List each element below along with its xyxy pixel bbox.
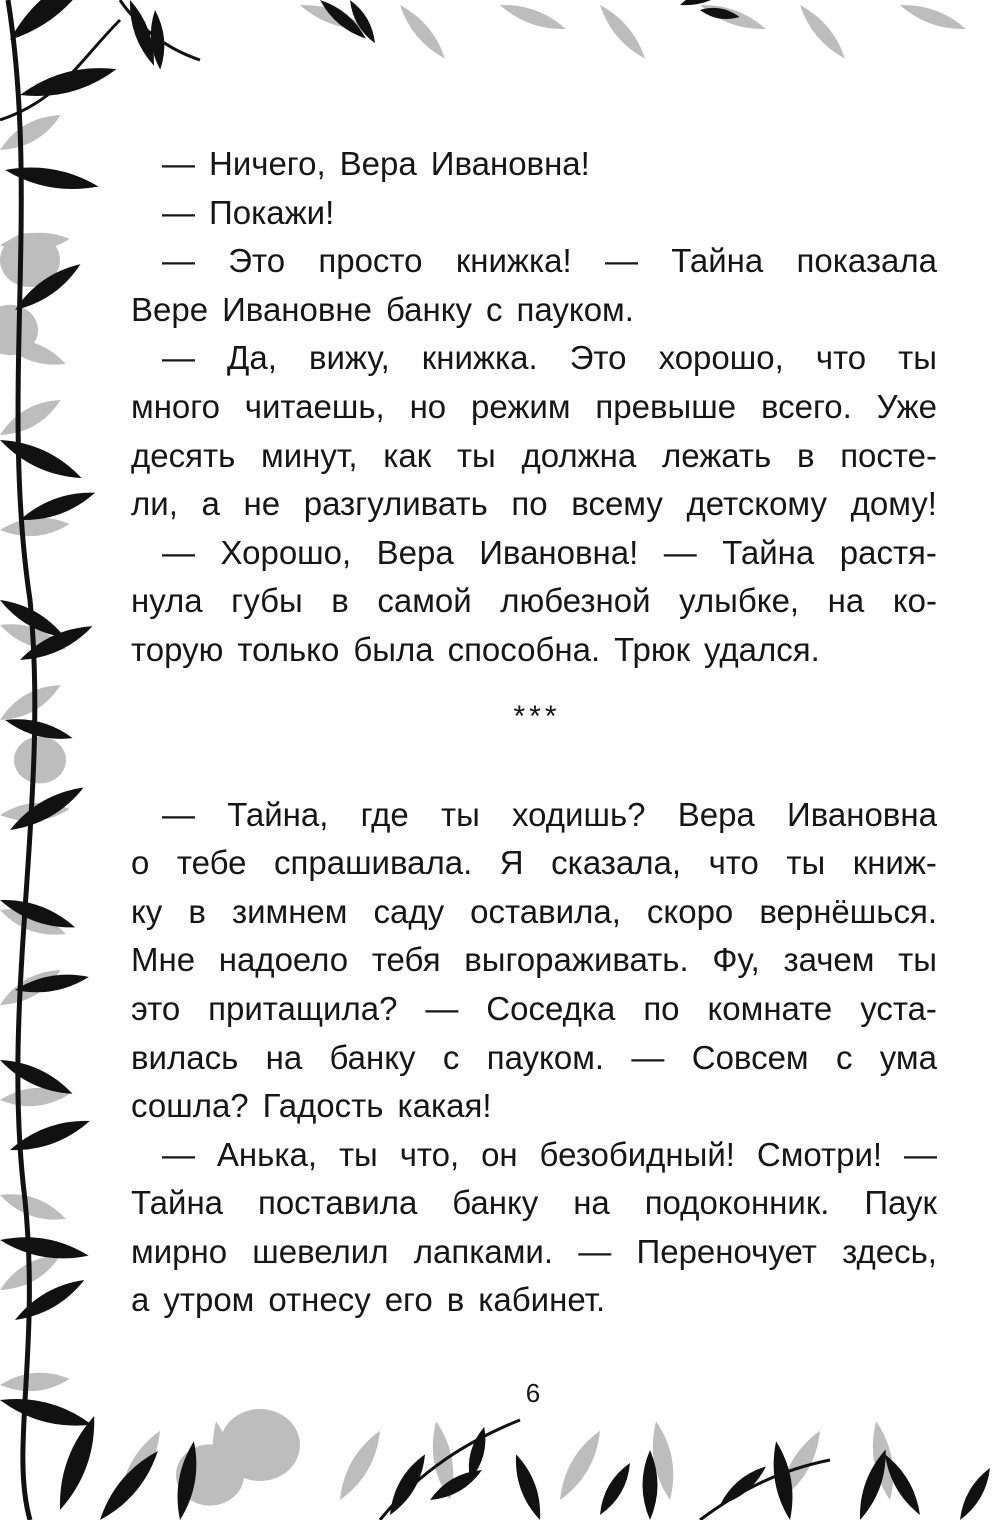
word: по [643,989,680,1027]
word: а [201,485,220,523]
text-line [131,286,937,335]
gray-leaf [395,1,451,64]
word: — [162,193,195,231]
word: ты [898,339,937,377]
text-block-before-separator [131,140,937,675]
word: хорошо, [658,339,784,377]
apple-shape [14,737,66,784]
word: кабинет. [478,1281,606,1319]
text-line [131,383,937,432]
word: на [265,1038,303,1076]
gray-leaf [498,0,569,36]
page-number: 6 [525,1378,541,1408]
word: книжка. [421,339,538,377]
page-body-text [131,140,937,1325]
word: — [162,339,195,377]
text-line [131,140,937,189]
word: показала [796,242,937,280]
word: Смотри! [756,1135,883,1173]
word: Тайна [722,533,815,571]
word: сказала, [551,844,682,882]
word: — [162,795,195,833]
word: режим [471,387,571,425]
word: Вере [131,290,209,328]
word: Соседка [486,989,616,1027]
word: банку [452,1184,539,1222]
word: лежать [661,436,772,474]
word: Переночует [636,1232,817,1270]
word: посте- [840,436,937,474]
gray-leaf [0,1187,69,1228]
word: о [131,844,150,882]
word: — [162,242,195,280]
word: пауком. [486,1038,605,1076]
word: просто [318,242,423,280]
word: была [353,630,434,668]
word: вижу, [308,339,390,377]
gray-leaf [0,107,65,158]
word: его [384,1281,433,1319]
word: Покажи! [209,193,335,231]
text-line [131,1276,937,1325]
word: — [578,1232,612,1270]
dark-leaf [954,1465,995,1520]
word: Ивановна [787,795,937,833]
gray-leaf [332,1426,388,1504]
gray-leaf [595,1,651,64]
word: шевелил [252,1232,389,1270]
text-line [131,432,937,481]
word: ты [898,941,937,979]
text-line [131,1131,937,1180]
word: ума [879,1038,937,1076]
word: лапками. [413,1232,554,1270]
word: надоело [218,941,349,979]
word: самой [377,582,472,620]
word: саду [373,892,445,930]
word: спрашивала. [274,844,473,882]
word: торую [131,630,224,668]
word: в [796,436,815,474]
gray-leaf [552,1426,608,1504]
word: с [442,1038,460,1076]
text-line [131,480,937,529]
word: не [243,485,281,523]
word: — [162,145,195,182]
word: детскому [686,485,827,523]
word: банку [386,290,473,328]
text-line [131,1228,937,1277]
word: превыше [595,387,737,425]
word: — [425,989,459,1027]
dark-leaf [716,1461,770,1510]
word: ку [131,892,163,930]
word: — [162,533,195,571]
text-line [131,577,937,626]
word: должна [521,436,637,474]
word: много [131,387,220,425]
word: минут, [261,436,358,474]
word: — [604,242,638,280]
word: ходишь? [512,795,646,833]
word: но [409,387,447,425]
word: Уже [876,387,937,425]
text-line [131,237,937,286]
word: скоро [646,892,734,930]
word: Анька, [216,1135,318,1173]
text-line [131,189,937,238]
text-line [131,888,937,937]
text-block-after-separator [131,791,937,1326]
word: отнесу [268,1281,371,1319]
word: что [708,844,759,882]
word: вернёшься. [759,892,937,930]
word: Трюк [614,630,691,668]
word: дому! [850,485,937,523]
word: на [827,582,865,620]
word: в [331,582,349,620]
word: читаешь, [244,387,385,425]
text-line [131,1082,937,1131]
word: по [511,485,548,523]
word: Да, [227,339,277,377]
text-line [131,791,937,840]
word: ко- [892,582,937,620]
word: Вера [677,795,755,833]
gray-leaf [0,392,65,443]
word: Ничего, [209,145,326,182]
word: в [188,892,206,930]
word: где [360,795,409,833]
word: пауком. [516,290,634,328]
dark-leaf [3,0,101,48]
word: Мне [131,941,196,979]
word: всего. [760,387,852,425]
word: Хорошо, [220,533,352,571]
word: он [481,1135,518,1173]
word: ты [441,795,480,833]
word: — [663,533,697,571]
text-line [131,1034,937,1083]
text-line [131,936,937,985]
dark-leaf [594,1460,636,1519]
word: любезной [500,582,651,620]
word: Тайна, [227,795,329,833]
dark-leaf [509,1452,547,1520]
word: нула [131,582,203,620]
word: с [835,1038,853,1076]
word: а [131,1281,150,1319]
word: всему [571,485,663,523]
text-line [131,839,937,888]
word: ли, [131,485,178,523]
word: тебя [371,941,441,979]
word: вилась [131,1038,239,1076]
word: притащила? [208,989,398,1027]
word: Совсем [691,1038,809,1076]
word: ты [338,1135,378,1173]
word: Ивановна! [430,145,590,182]
word: мирно [131,1232,228,1270]
text-line [131,985,937,1034]
word: Тайна [671,242,764,280]
word: — [631,1038,665,1076]
dark-leaf [17,59,119,104]
text-line [131,529,937,578]
word: это [131,989,181,1027]
word: разгуливать [303,485,488,523]
word: Ивановна! [479,533,639,571]
word: Это [569,339,627,377]
word: улыбке, [679,582,800,620]
word: Я [499,844,524,882]
text-line [131,626,937,675]
word: поставила [257,1184,418,1222]
word: подоконник. [644,1184,830,1222]
word: Паук [864,1184,937,1222]
word: безобидный! [539,1135,735,1173]
word: книжка! [455,242,572,280]
text-line [131,334,937,383]
word: зимнем [231,892,348,930]
word: губы [231,582,303,620]
word: десять [131,436,236,474]
word: ты [786,844,826,882]
dark-leaf [93,1445,165,1520]
word: способна. [447,630,601,668]
word: тебе [176,844,247,882]
word: какая! [397,1087,492,1125]
scene-separator: *** [513,699,561,733]
word: только [237,630,340,668]
dark-leaf [0,432,85,486]
word: Тайна [131,1184,224,1222]
word: комнате [707,989,833,1027]
word: — [162,1135,195,1173]
word: оставила, [470,892,621,930]
word: Это [228,242,286,280]
gray-leaf [898,0,969,36]
word: утром [163,1281,255,1319]
gray-leaf [795,1,851,64]
dark-leaf [3,161,100,195]
dark-leaf [51,1413,104,1514]
word: удался. [704,630,820,668]
word: ты [456,436,496,474]
word: Ивановне [222,290,372,328]
word: уста- [860,989,937,1027]
word: растя- [839,533,937,571]
branch-stem [700,1460,830,1520]
word: в [446,1281,465,1319]
word: Вера [376,533,454,571]
word: что [815,339,867,377]
word: выгораживать. [464,941,689,979]
word: на [573,1184,610,1222]
word: сошла? [131,1087,249,1125]
word: с [486,290,503,328]
word: книж- [852,844,937,882]
word: здесь, [842,1232,937,1270]
word: Фу, [712,941,760,979]
word: — [903,1135,937,1173]
word: как [383,436,432,474]
word: что, [399,1135,460,1173]
word: банку [329,1038,416,1076]
word: зачем [783,941,875,979]
word: Вера [339,145,417,182]
text-line [131,1179,937,1228]
word: Гадость [262,1087,384,1125]
